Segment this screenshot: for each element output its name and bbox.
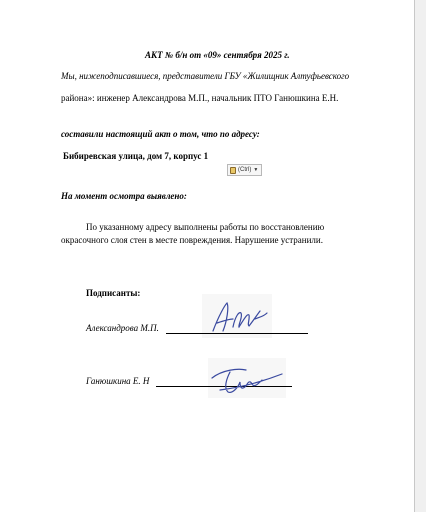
signer-2-name: Ганюшкина Е. Н [86,376,150,386]
signer-1-name: Александрова М.П. [86,323,159,333]
paste-options-label: (Ctrl) [238,167,252,173]
paste-options-button[interactable] [227,164,262,176]
clipboard-icon [230,167,236,174]
composed-statement: составили настоящий акт о том, что по адресу: [61,129,260,139]
finding-line-2: окрасочного слоя стен в месте повреждения. Нарушение устранили. [61,235,323,245]
finding-line-1: По указанному адресу выполнены работы по восстановлению [86,222,325,232]
signature-2-image [206,360,288,398]
found-heading: На момент осмотра выявлено: [61,191,187,201]
signature-1-image [205,297,275,339]
act-title: АКТ № б/н от «09» сентября 2025 г. [145,50,290,60]
address: Бибиревская улица, дом 7, корпус 1 [63,151,209,161]
caret-down-icon: ▼ [253,167,259,173]
intro-line-1: Мы, нижеподписавшиеся, представители ГБУ «Жилищник Алтуфьевского [61,71,350,81]
intro-line-2: района»: инженер Александрова М.П., начальник ПТО Ганюшкина Е.Н. [61,93,339,103]
signers-heading: Подписанты: [86,288,141,298]
